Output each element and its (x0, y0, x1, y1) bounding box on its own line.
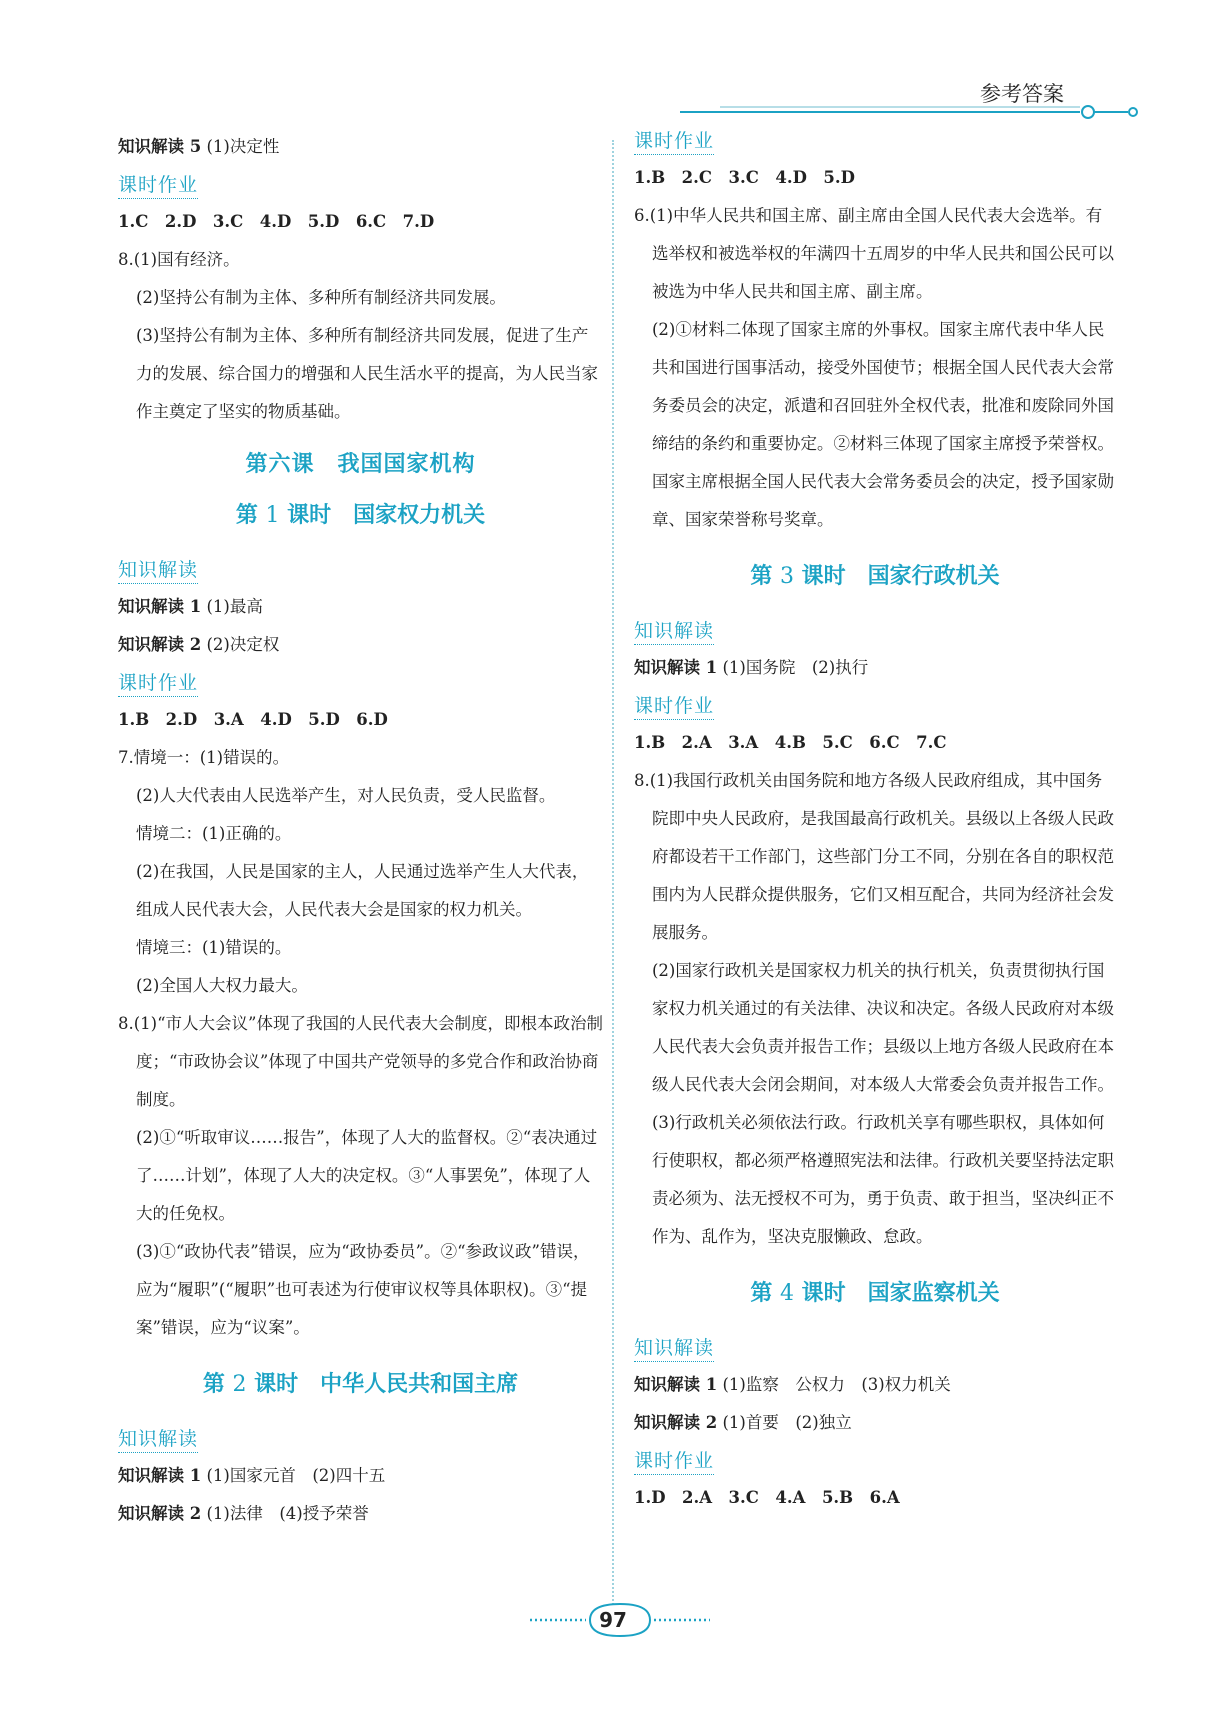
left-column (118, 128, 603, 1533)
period-prefix: 第 (750, 563, 773, 589)
header-title: 参考答案 (980, 82, 1064, 106)
section-title-homework: 课时作业 (634, 128, 714, 155)
kp-label: 知识解读 5 (118, 137, 202, 156)
section-title-knowledge: 知识解读 (118, 557, 198, 584)
column-divider (612, 140, 614, 1620)
answer-paragraph: (2)①材料二体现了国家主席的外事权。国家主席代表中华人民共和国进行国事活动，接受外国使节；根据全国人民代表大会常务委员会的决定，派遣和召回驻外全权代表，批准和废除同外国缔结的条约和重要协定。②材料三体现了国家主席授予荣誉权。国家主席根据全国人民代表大会常务委员会的决定，授予国家勋章、国家荣誉称号奖章。 (652, 320, 1114, 529)
period-name: 课时 国家监察机关 (801, 1280, 1000, 1306)
answer-line: 情境三：(1)错误的。 (136, 938, 292, 957)
kp-label: 知识解读 1 (118, 597, 202, 616)
kp-label: 知识解读 2 (634, 1413, 718, 1432)
period-name: 课时 国家权力机关 (287, 502, 486, 528)
answer-line: 1.B 2.D 3.A 4.D 5.D 6.D (118, 710, 388, 729)
answer-line: 1.B 2.A 3.A 4.B 5.C 6.C 7.C (634, 733, 947, 752)
kp-text: (1)最高 (206, 597, 263, 616)
answer-line: (2)坚持公有制为主体、多种所有制经济共同发展。 (136, 288, 506, 307)
answer-paragraph: (2)国家行政机关是国家权力机关的执行机关，负责贯彻执行国家权力机关通过的有关法律、决议和决定。各级人民政府对本级人民代表大会负责并报告工作；县级以上地方各级人民政府在本级人民代表大会闭会期间，对本级人大常委会负责并报告工作。 (652, 961, 1114, 1094)
answer-line: (2)全国人大权力最大。 (136, 976, 308, 995)
answer-line: 情境二：(1)正确的。 (136, 824, 292, 843)
period-title (634, 559, 1116, 590)
kp-text: (1)首要 (2)独立 (722, 1413, 852, 1432)
kp-text: (1)国家元首 (2)四十五 (206, 1466, 386, 1485)
answer-paragraph: 8.(1)我国行政机关由国务院和地方各级人民政府组成，其中国务院即中央人民政府，是我国最高行政机关。县级以上各级人民政府都设若干工作部门，这些部门分工不同，分别在各自的职权范围内为人民群众提供服务，它们又相互配合，共同为经济社会发展服务。 (634, 771, 1114, 942)
kp-line (118, 1457, 603, 1495)
section-title-homework: 课时作业 (118, 172, 198, 199)
answer-line: (2)人大代表由人民选举产生，对人民负责，受人民监督。 (136, 786, 556, 805)
section-title-knowledge: 知识解读 (634, 618, 714, 645)
answer-paragraph: 8.(1)“市人大会议”体现了我国的人民代表大会制度，即根本政治制度；“市政协会议”体现了中国共产党领导的多党合作和政治协商制度。 (118, 1014, 603, 1109)
section-title-homework: 课时作业 (118, 670, 198, 697)
kp-label: 知识解读 2 (118, 635, 202, 654)
answer-paragraph: (3)坚持公有制为主体、多种所有制经济共同发展，促进了生产力的发展、综合国力的增强和人民生活水平的提高，为人民当家作主奠定了坚实的物质基础。 (136, 326, 598, 421)
answer-paragraph: (3)①“政协代表”错误，应为“政协委员”。②“参政议政”错误，应为“履职”(“履职”也可表述为行使审议权等具体职权)。③“提案”错误，应为“议案”。 (136, 1242, 590, 1337)
period-number: 2 (232, 1372, 247, 1397)
kp-line (634, 1366, 1116, 1404)
section-title-homework: 课时作业 (634, 693, 714, 720)
answer-paragraph: (3)行政机关必须依法行政。行政机关享有哪些职权，具体如何行使职权，都必须严格遵照宪法和法律。行政机关要坚持法定职责必须为、法无授权不可为，勇于负责、敢于担当，坚决纠正不作为、乱作为，坚决克服懒政、怠政。 (652, 1113, 1114, 1246)
answer-paragraph: 6.(1)中华人民共和国主席、副主席由全国人民代表大会选举。有选举权和被选举权的年满四十五周岁的中华人民共和国公民可以被选为中华人民共和国主席、副主席。 (634, 206, 1114, 301)
period-number: 3 (780, 564, 794, 589)
period-prefix: 第 (202, 1371, 225, 1397)
kp-label: 知识解读 2 (118, 1504, 202, 1523)
period-number: 1 (265, 503, 280, 528)
kp-text: (2)决定权 (206, 635, 280, 654)
kp-line (118, 588, 603, 626)
page-number: 97 (599, 1608, 627, 1632)
period-title (118, 498, 603, 529)
kp-text: (1)决定性 (206, 137, 280, 156)
kp-line (118, 1495, 603, 1533)
period-name: 课时 国家行政机关 (801, 563, 1000, 589)
answer-paragraph: (2)①“听取审议……报告”，体现了人大的监督权。②“表决通过了……计划”，体现了人大的决定权。③“人事罢免”，体现了人大的任免权。 (136, 1128, 598, 1223)
period-prefix: 第 (235, 502, 258, 528)
kp-line (634, 1404, 1116, 1442)
period-name: 课时 中华人民共和国主席 (254, 1371, 519, 1397)
period-title (118, 1367, 603, 1398)
answer-line: 7.情境一：(1)错误的。 (118, 748, 290, 767)
kp-text: (1)法律 (4)授予荣誉 (206, 1504, 369, 1523)
kp-text: (1)监察 公权力 (3)权力机关 (722, 1375, 951, 1394)
answer-line: 1.C 2.D 3.C 4.D 5.D 6.C 7.D (118, 212, 435, 231)
kp-label: 知识解读 1 (118, 1466, 202, 1485)
right-column (634, 128, 1116, 1517)
period-prefix: 第 (750, 1280, 773, 1306)
section-title-homework: 课时作业 (634, 1448, 714, 1475)
answer-paragraph: (2)在我国，人民是国家的主人，人民通过选举产生人大代表，组成人民代表大会，人民代表大会是国家的权力机关。 (136, 862, 589, 919)
kp-line (634, 649, 1116, 687)
lesson-title: 第六课 我国国家机构 (245, 451, 476, 477)
kp5-line (118, 128, 603, 166)
answer-line: 1.D 2.A 3.C 4.A 5.B 6.A (634, 1488, 900, 1507)
kp-label: 知识解读 1 (634, 658, 718, 677)
kp-text: (1)国务院 (2)执行 (722, 658, 869, 677)
answer-line: 8.(1)国有经济。 (118, 250, 240, 269)
kp-label: 知识解读 1 (634, 1375, 718, 1394)
period-number: 4 (780, 1281, 794, 1306)
kp-line (118, 626, 603, 664)
section-title-knowledge: 知识解读 (118, 1426, 198, 1453)
section-title-knowledge: 知识解读 (634, 1335, 714, 1362)
period-title (634, 1276, 1116, 1307)
answer-line: 1.B 2.C 3.C 4.D 5.D (634, 168, 855, 187)
header-decoration (680, 102, 1140, 122)
